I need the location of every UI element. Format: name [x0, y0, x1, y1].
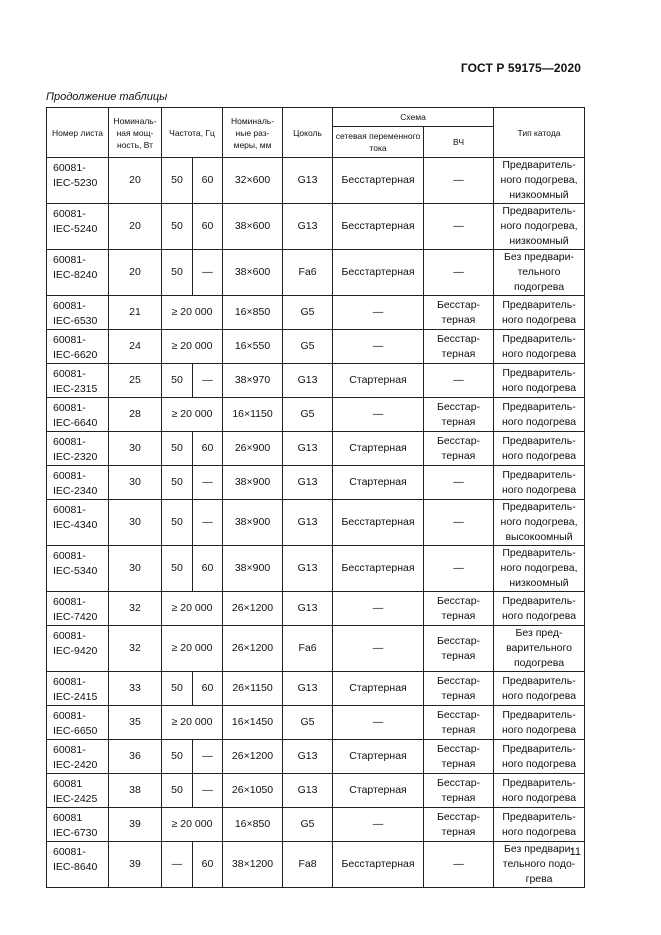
cell-dimensions: 16×850	[223, 296, 283, 330]
cell-power: 39	[109, 808, 162, 842]
cell-scheme-ac: —	[333, 626, 424, 672]
cell-base: Fa6	[283, 626, 333, 672]
cell-frequency-1: 50	[162, 364, 193, 398]
cell-cathode-type: Предваритель- ного подогрева	[494, 740, 585, 774]
page-number: 11	[569, 846, 581, 858]
cell-cathode-type: Предваритель- ного подогрева	[494, 432, 585, 466]
cell-cathode-type: Предваритель- ного подогрева, высокоомный	[494, 500, 585, 546]
cell-power: 30	[109, 546, 162, 592]
cell-scheme-ac: Стартерная	[333, 774, 424, 808]
cell-power: 28	[109, 398, 162, 432]
cell-scheme-hf: —	[424, 158, 494, 204]
cell-frequency-1: 50	[162, 500, 193, 546]
lamp-table	[46, 107, 585, 888]
table-row	[47, 546, 585, 592]
cell-frequency-2: —	[193, 466, 223, 500]
cell-power: 24	[109, 330, 162, 364]
table-row	[47, 330, 585, 364]
cell-scheme-hf: Бесстар- терная	[424, 774, 494, 808]
header-frequency: Частота, Гц	[162, 108, 223, 158]
cell-frequency: ≥ 20 000	[162, 398, 223, 432]
cell-scheme-ac: —	[333, 296, 424, 330]
cell-scheme-hf: Бесстар- терная	[424, 808, 494, 842]
cell-scheme-hf: —	[424, 250, 494, 296]
table-row	[47, 740, 585, 774]
cell-base: G5	[283, 330, 333, 364]
header-cathode-type: Тип катода	[494, 108, 585, 158]
cell-base: G13	[283, 432, 333, 466]
cell-dimensions: 38×900	[223, 466, 283, 500]
cell-cathode-type: Предваритель- ного подогрева	[494, 672, 585, 706]
cell-sheet-number: 60081 IEC-2425	[47, 774, 109, 808]
table-row	[47, 466, 585, 500]
cell-cathode-type: Предваритель- ного подогрева	[494, 774, 585, 808]
table-row	[47, 296, 585, 330]
cell-scheme-hf: Бесстар- терная	[424, 398, 494, 432]
cell-dimensions: 38×900	[223, 500, 283, 546]
cell-scheme-ac: Стартерная	[333, 672, 424, 706]
header-base: Цоколь	[283, 108, 333, 158]
cell-sheet-number: 60081- IEC-5340	[47, 546, 109, 592]
cell-base: G13	[283, 740, 333, 774]
cell-frequency-1: 50	[162, 546, 193, 592]
cell-sheet-number: 60081- IEC-2340	[47, 466, 109, 500]
header-nominal-dimensions: Номиналь- ные раз- меры, мм	[223, 108, 283, 158]
cell-sheet-number: 60081 IEC-6730	[47, 808, 109, 842]
cell-frequency-1: 50	[162, 432, 193, 466]
cell-sheet-number: 60081- IEC-2415	[47, 672, 109, 706]
cell-frequency: ≥ 20 000	[162, 330, 223, 364]
cell-base: G13	[283, 672, 333, 706]
cell-sheet-number: 60081- IEC-4340	[47, 500, 109, 546]
cell-cathode-type: Предваритель- ного подогрева	[494, 706, 585, 740]
cell-sheet-number: 60081- IEC-6650	[47, 706, 109, 740]
cell-power: 30	[109, 466, 162, 500]
cell-base: G5	[283, 808, 333, 842]
cell-frequency: ≥ 20 000	[162, 706, 223, 740]
cell-frequency-2: —	[193, 364, 223, 398]
table-row	[47, 672, 585, 706]
cell-frequency-2: 60	[193, 432, 223, 466]
cell-scheme-ac: Бесстартерная	[333, 500, 424, 546]
cell-cathode-type: Предваритель- ного подогрева	[494, 592, 585, 626]
cell-frequency: ≥ 20 000	[162, 296, 223, 330]
cell-base: G13	[283, 204, 333, 250]
cell-frequency-1: 50	[162, 204, 193, 250]
table-caption: Продолжение таблицы	[46, 91, 168, 103]
cell-dimensions: 16×1150	[223, 398, 283, 432]
table-row	[47, 158, 585, 204]
cell-scheme-ac: Стартерная	[333, 432, 424, 466]
cell-cathode-type: Предваритель- ного подогрева, низкоомный	[494, 158, 585, 204]
cell-frequency-2: 60	[193, 842, 223, 888]
cell-scheme-hf: Бесстар- терная	[424, 296, 494, 330]
cell-scheme-hf: —	[424, 842, 494, 888]
cell-cathode-type: Без предвари- тельного подо- грева	[494, 842, 585, 888]
cell-dimensions: 38×600	[223, 204, 283, 250]
cell-scheme-ac: —	[333, 706, 424, 740]
cell-sheet-number: 60081- IEC-6620	[47, 330, 109, 364]
cell-dimensions: 16×1450	[223, 706, 283, 740]
cell-power: 25	[109, 364, 162, 398]
cell-dimensions: 32×600	[223, 158, 283, 204]
cell-frequency-2: —	[193, 500, 223, 546]
cell-frequency: ≥ 20 000	[162, 808, 223, 842]
cell-sheet-number: 60081- IEC-2315	[47, 364, 109, 398]
cell-cathode-type: Предваритель- ного подогрева	[494, 808, 585, 842]
cell-frequency-2: 60	[193, 672, 223, 706]
cell-frequency-2: —	[193, 740, 223, 774]
cell-sheet-number: 60081- IEC-6640	[47, 398, 109, 432]
table-row	[47, 204, 585, 250]
cell-frequency-1: 50	[162, 250, 193, 296]
cell-sheet-number: 60081- IEC-7420	[47, 592, 109, 626]
cell-power: 20	[109, 204, 162, 250]
cell-sheet-number: 60081- IEC-2420	[47, 740, 109, 774]
cell-cathode-type: Предваритель- ного подогрева	[494, 330, 585, 364]
cell-base: G5	[283, 398, 333, 432]
cell-sheet-number: 60081- IEC-9420	[47, 626, 109, 672]
cell-sheet-number: 60081- IEC-5240	[47, 204, 109, 250]
cell-frequency-1: 50	[162, 158, 193, 204]
document-standard-number: ГОСТ Р 59175—2020	[460, 61, 581, 75]
cell-cathode-type: Предваритель- ного подогрева	[494, 466, 585, 500]
cell-sheet-number: 60081- IEC-2320	[47, 432, 109, 466]
cell-scheme-ac: —	[333, 808, 424, 842]
cell-scheme-ac: —	[333, 330, 424, 364]
cell-cathode-type: Без предвари- тельного подогрева	[494, 250, 585, 296]
cell-scheme-ac: Стартерная	[333, 466, 424, 500]
cell-power: 21	[109, 296, 162, 330]
cell-base: Fa8	[283, 842, 333, 888]
table-row	[47, 364, 585, 398]
cell-frequency-1: 50	[162, 466, 193, 500]
cell-dimensions: 26×1200	[223, 592, 283, 626]
header-sheet-number: Номер листа	[47, 108, 109, 158]
cell-dimensions: 26×1200	[223, 626, 283, 672]
cell-dimensions: 38×900	[223, 546, 283, 592]
cell-scheme-hf: Бесстар- терная	[424, 740, 494, 774]
cell-scheme-hf: Бесстар- терная	[424, 330, 494, 364]
cell-scheme-hf: —	[424, 204, 494, 250]
cell-dimensions: 38×1200	[223, 842, 283, 888]
cell-dimensions: 26×1150	[223, 672, 283, 706]
cell-frequency-2: 60	[193, 204, 223, 250]
cell-scheme-hf: Бесстар- терная	[424, 706, 494, 740]
table-row	[47, 592, 585, 626]
cell-power: 35	[109, 706, 162, 740]
cell-power: 32	[109, 592, 162, 626]
cell-dimensions: 26×1050	[223, 774, 283, 808]
cell-sheet-number: 60081- IEC-6530	[47, 296, 109, 330]
cell-dimensions: 16×550	[223, 330, 283, 364]
cell-scheme-hf: Бесстар- терная	[424, 626, 494, 672]
cell-scheme-hf: —	[424, 364, 494, 398]
cell-power: 32	[109, 626, 162, 672]
cell-scheme-ac: Стартерная	[333, 364, 424, 398]
cell-cathode-type: Без пред- варительного подогрева	[494, 626, 585, 672]
table-row	[47, 842, 585, 888]
cell-frequency-2: 60	[193, 546, 223, 592]
cell-power: 38	[109, 774, 162, 808]
cell-sheet-number: 60081- IEC-8640	[47, 842, 109, 888]
cell-frequency-1: —	[162, 842, 193, 888]
cell-scheme-hf: Бесстар- терная	[424, 672, 494, 706]
cell-base: G5	[283, 296, 333, 330]
cell-base: G13	[283, 592, 333, 626]
cell-cathode-type: Предваритель- ного подогрева, низкоомный	[494, 546, 585, 592]
cell-frequency-2: —	[193, 774, 223, 808]
table-row	[47, 398, 585, 432]
cell-cathode-type: Предваритель- ного подогрева	[494, 364, 585, 398]
cell-dimensions: 38×970	[223, 364, 283, 398]
header-scheme: Схема	[333, 108, 494, 127]
cell-power: 33	[109, 672, 162, 706]
table-row	[47, 706, 585, 740]
cell-power: 20	[109, 158, 162, 204]
cell-base: G13	[283, 774, 333, 808]
cell-base: G13	[283, 158, 333, 204]
cell-base: G13	[283, 364, 333, 398]
cell-scheme-ac: Бесстартерная	[333, 204, 424, 250]
table-row	[47, 626, 585, 672]
cell-power: 36	[109, 740, 162, 774]
table-row	[47, 432, 585, 466]
cell-scheme-ac: Бесстартерная	[333, 158, 424, 204]
cell-sheet-number: 60081- IEC-5230	[47, 158, 109, 204]
cell-frequency-2: —	[193, 250, 223, 296]
cell-power: 30	[109, 432, 162, 466]
cell-frequency-1: 50	[162, 740, 193, 774]
cell-frequency: ≥ 20 000	[162, 626, 223, 672]
cell-dimensions: 26×1200	[223, 740, 283, 774]
cell-dimensions: 16×850	[223, 808, 283, 842]
cell-power: 39	[109, 842, 162, 888]
table-row	[47, 250, 585, 296]
cell-scheme-hf: Бесстар- терная	[424, 592, 494, 626]
cell-dimensions: 26×900	[223, 432, 283, 466]
cell-scheme-hf: —	[424, 546, 494, 592]
cell-scheme-ac: Стартерная	[333, 740, 424, 774]
cell-scheme-hf: Бесстар- терная	[424, 432, 494, 466]
cell-base: Fa6	[283, 250, 333, 296]
table-body	[47, 158, 585, 888]
cell-power: 30	[109, 500, 162, 546]
cell-base: G13	[283, 546, 333, 592]
cell-base: G13	[283, 500, 333, 546]
cell-sheet-number: 60081- IEC-8240	[47, 250, 109, 296]
table-row	[47, 500, 585, 546]
cell-scheme-ac: Бесстартерная	[333, 546, 424, 592]
cell-scheme-ac: Бесстартерная	[333, 842, 424, 888]
header-scheme-ac: сетевая переменного тока	[333, 127, 424, 158]
cell-frequency: ≥ 20 000	[162, 592, 223, 626]
cell-base: G13	[283, 466, 333, 500]
cell-base: G5	[283, 706, 333, 740]
cell-frequency-1: 50	[162, 774, 193, 808]
cell-scheme-ac: Бесстартерная	[333, 250, 424, 296]
table-row	[47, 774, 585, 808]
cell-frequency-1: 50	[162, 672, 193, 706]
cell-power: 20	[109, 250, 162, 296]
cell-frequency-2: 60	[193, 158, 223, 204]
header-scheme-hf: ВЧ	[424, 127, 494, 158]
cell-scheme-hf: —	[424, 500, 494, 546]
cell-cathode-type: Предваритель- ного подогрева	[494, 398, 585, 432]
table-row	[47, 808, 585, 842]
cell-dimensions: 38×600	[223, 250, 283, 296]
cell-cathode-type: Предваритель- ного подогрева, низкоомный	[494, 204, 585, 250]
cell-scheme-ac: —	[333, 398, 424, 432]
cell-scheme-ac: —	[333, 592, 424, 626]
cell-scheme-hf: —	[424, 466, 494, 500]
cell-cathode-type: Предваритель- ного подогрева	[494, 296, 585, 330]
header-nominal-power: Номиналь- ная мощ- ность, Вт	[109, 108, 162, 158]
